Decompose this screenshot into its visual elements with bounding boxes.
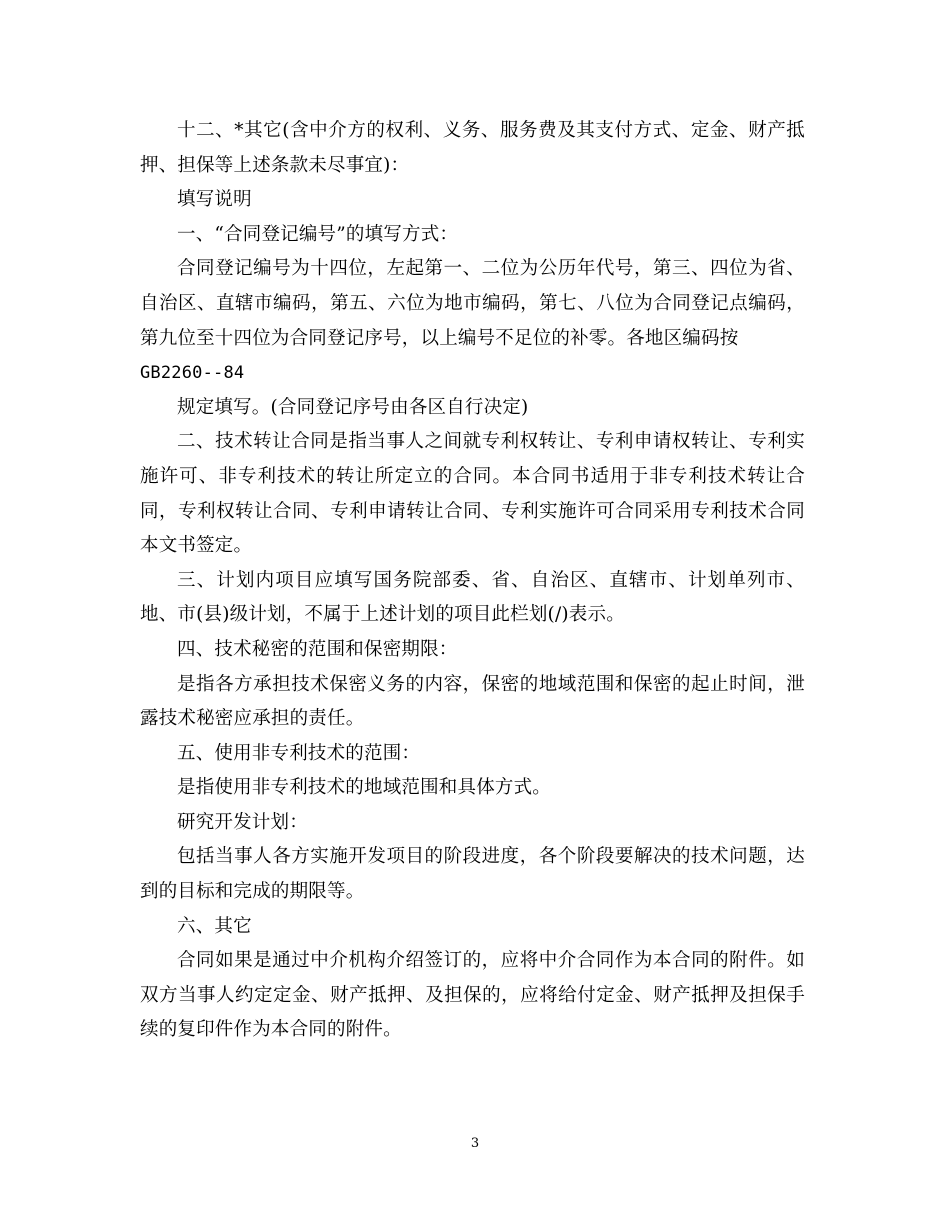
paragraph-filling-instructions: 填写说明 [177,189,252,211]
paragraph-section-6-body: 合同如果是通过中介机构介绍签订的，应将中介合同作为本合同的附件。如双方当事人约定定金、财产抵押、及担保的，应将给付定金、财产抵押及担保手续的复印件作为本合同的附件。 [140,950,805,1041]
paragraph-section-4-heading: 四、技术秘密的范围和保密期限： [177,638,458,660]
paragraph-fill-rule: 规定填写。(合同登记序号由各区自行决定) [177,396,529,418]
paragraph-section-6-heading: 六、其它 [177,915,252,937]
paragraph-rd-plan-body: 包括当事人各方实施开发项目的阶段进度，各个阶段要解决的技术问题，达到的目标和完成的期限等。 [140,846,805,903]
paragraph-section-5-heading: 五、使用非专利技术的范围： [177,742,421,764]
paragraph-section-2: 二、技术转让合同是指当事人之间就专利权转让、专利申请权转让、专利实施许可、非专利技术的转让所定立的合同。本合同书适用于非专利技术转让合同，专利权转让合同、专利申请转让合同、专利实施许可合同采用专利技术合同本文书签定。 [140,431,805,557]
paragraph-rd-plan-heading: 研究开发计划： [177,811,308,833]
paragraph-section-4-body: 是指各方承担技术保密义务的内容，保密的地域范围和保密的起止时间，泄露技术秘密应承担的责任。 [140,673,805,730]
document-body [140,114,805,1048]
paragraph-section-5-body: 是指使用非专利技术的地域范围和具体方式。 [177,777,552,799]
paragraph-section-1-heading: 一、“合同登记编号”的填写方式： [177,223,459,245]
paragraph-section-3: 三、计划内项目应填写国务院部委、省、自治区、直辖市、计划单列市、地、市(县)级计划，不属于上述计划的项目此栏划(/)表示。 [140,569,805,626]
paragraph-registration-number: 合同登记编号为十四位，左起第一、二位为公历年代号，第三、四位为省、自治区、直辖市编码，第五、六位为地市编码，第七、八位为合同登记点编码，第九位至十四位为合同登记序号，以上编号不足位的补零。各地区编码按 [140,258,805,349]
paragraph-other-terms: 十二、*其它(含中介方的权利、义务、服务费及其支付方式、定金、财产抵押、担保等上述条款未尽事宜)： [140,120,805,176]
paragraph-standard-code: GB2260--84 [140,363,245,384]
page-number: 3 [470,1136,480,1151]
